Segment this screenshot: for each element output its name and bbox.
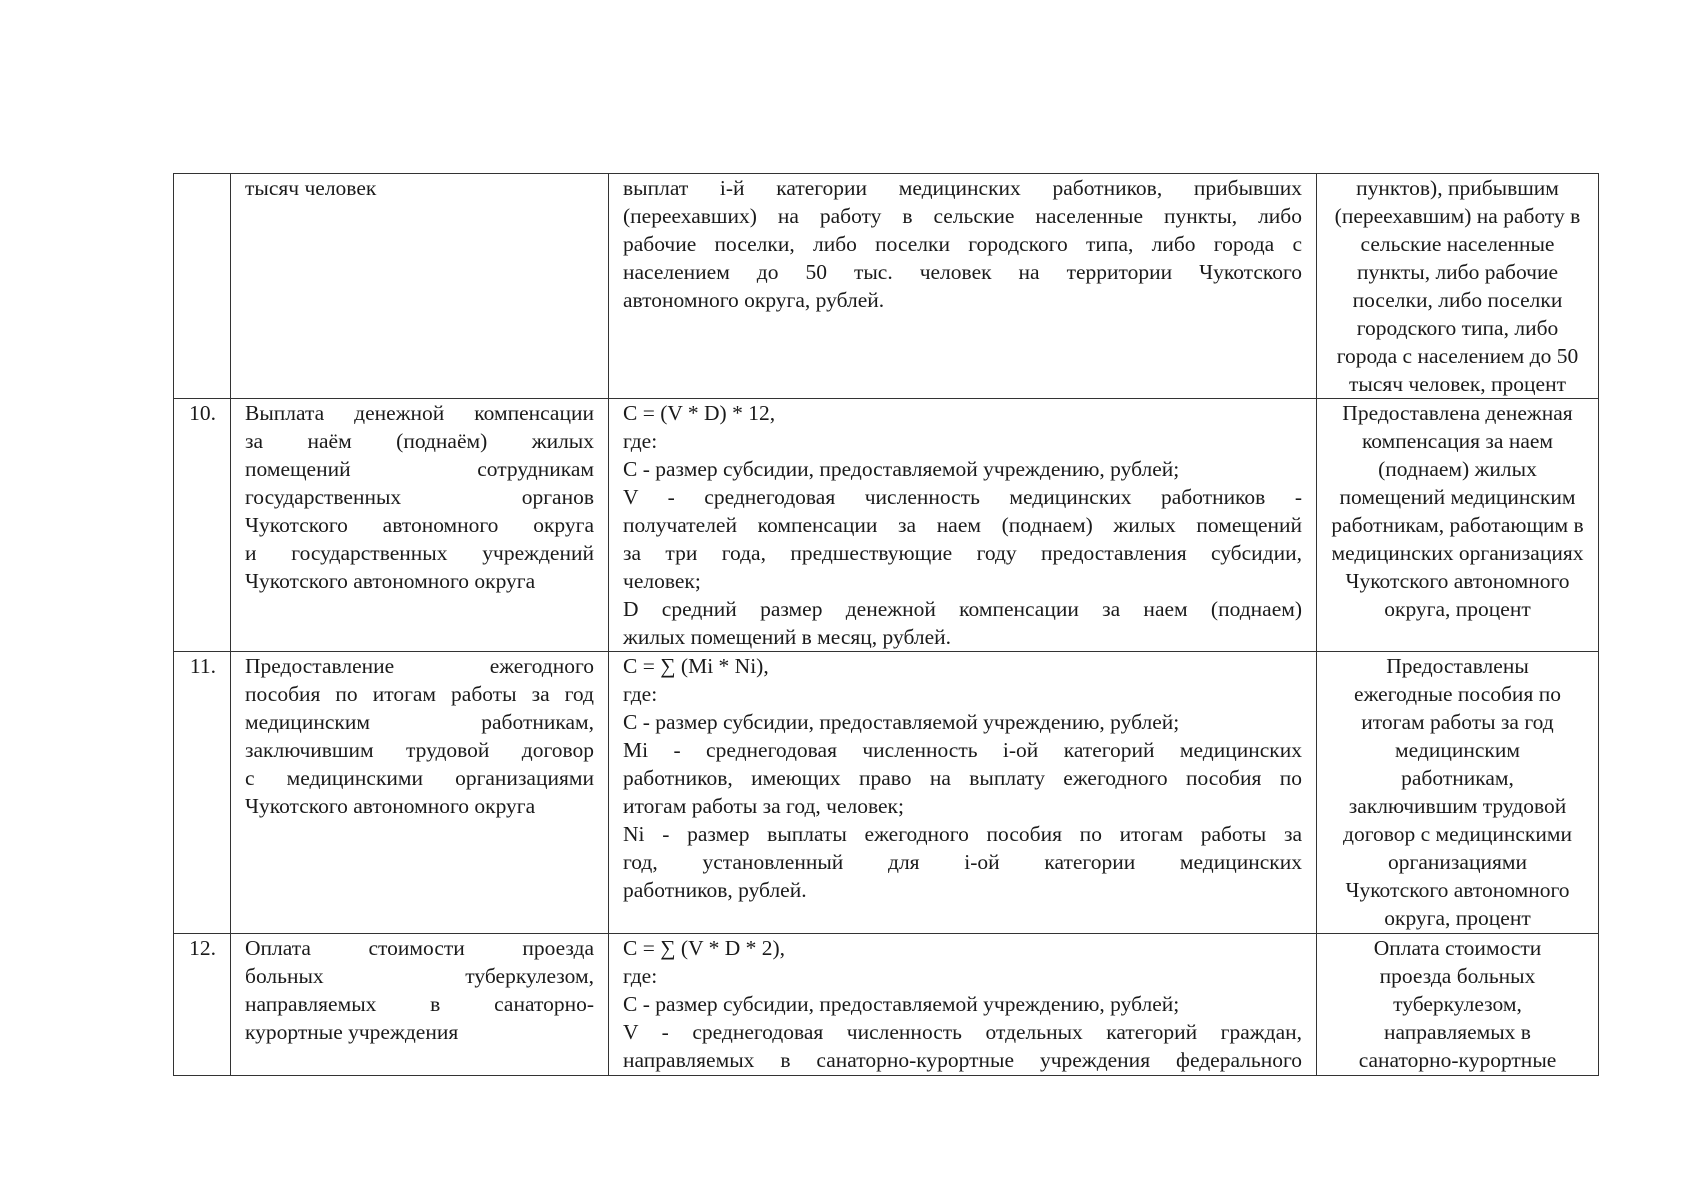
table-row — [174, 934, 1599, 1076]
text-line: заключившим трудовой договор — [245, 738, 594, 762]
row-number — [174, 174, 231, 399]
text-line: направляемых в санаторно-курортные учреждения федерального — [623, 1048, 1302, 1072]
text-line: Mi - среднегодовая численность i-ой категорий медицинских — [623, 738, 1302, 762]
text-line: V - среднегодовая численность медицинских работников - — [623, 485, 1302, 509]
text-line: государственных органов — [245, 485, 594, 509]
text-line: направляемых в санаторно- — [245, 992, 594, 1016]
text-line: курортные учреждения — [245, 1020, 459, 1044]
text-line: города с населением до 50 — [1336, 344, 1579, 368]
text-line: получателей компенсации за наем (поднаем) жилых помещений — [623, 513, 1302, 537]
text-line: жилых помещений в месяц, рублей. — [623, 625, 952, 649]
text-line: где: — [623, 682, 658, 706]
text-line: организациями — [1388, 850, 1527, 874]
text-line: (переехавшим) на работу в — [1334, 204, 1581, 228]
text-line: год, установленный для i-ой категории медицинских — [623, 850, 1302, 874]
text-line: человек; — [623, 569, 701, 593]
text-line: туберкулезом, — [1393, 992, 1522, 1016]
text-line: за три года, предшествующие году предоставления субсидии, — [623, 541, 1302, 565]
text-line: больных туберкулезом, — [245, 964, 594, 988]
text-line: с медицинскими организациями — [245, 766, 594, 790]
table-row — [174, 399, 1599, 652]
row-result — [1317, 399, 1599, 652]
text-line: (переехавших) на работу в сельские населенные пункты, либо — [623, 204, 1302, 228]
text-line: автономного округа, рублей. — [623, 288, 885, 312]
text-line: Чукотского автономного — [1345, 878, 1570, 902]
text-line: C = ∑ (V * D * 2), — [623, 936, 786, 960]
text-line: C = (V * D) * 12, — [623, 401, 776, 425]
text-line: работников, рублей. — [623, 878, 807, 902]
text-line: Оплата стоимости — [1373, 936, 1542, 960]
text-line: городского типа, либо — [1356, 316, 1559, 340]
text-line: санаторно-курортные — [1358, 1048, 1557, 1072]
text-line: C - размер субсидии, предоставляемой учреждению, рублей; — [623, 710, 1180, 734]
text-line: за наём (поднаём) жилых — [245, 429, 594, 453]
text-line: где: — [623, 429, 658, 453]
text-line: медицинским работникам, — [245, 710, 594, 734]
text-line: и государственных учреждений — [245, 541, 594, 565]
row-formula — [609, 399, 1317, 652]
text-line: C - размер субсидии, предоставляемой учреждению, рублей; — [623, 457, 1180, 481]
text-line: C = ∑ (Mi * Ni), — [623, 654, 769, 678]
table-row — [174, 174, 1599, 399]
text-line: населением до 50 тыс. человек на территории Чукотского — [623, 260, 1302, 284]
text-line: работникам, работающим в — [1331, 513, 1584, 537]
text-line: Чукотского автономного округа — [245, 794, 536, 818]
document-table — [173, 173, 1599, 1076]
table-row — [174, 652, 1599, 934]
text-line: тысяч человек — [245, 176, 377, 200]
row-name — [231, 652, 609, 934]
text-line: компенсация за наем — [1361, 429, 1554, 453]
text-line: поселки, либо поселки — [1352, 288, 1563, 312]
row-formula — [609, 174, 1317, 399]
text-line: Предоставлены — [1386, 654, 1529, 678]
text-line: работников, имеющих право на выплату ежегодного пособия по — [623, 766, 1302, 790]
text-line: D средний размер денежной компенсации за наем (поднаем) — [623, 597, 1302, 621]
text-line: пособия по итогам работы за год — [245, 682, 594, 706]
text-line: тысяч человек, процент — [1348, 372, 1566, 396]
row-name — [231, 399, 609, 652]
row-number: 12. — [174, 934, 231, 1076]
text-line: (поднаем) жилых — [1378, 457, 1537, 481]
text-line: итогам работы за год, человек; — [623, 794, 904, 818]
row-result — [1317, 934, 1599, 1076]
text-line: медицинских организациях — [1331, 541, 1584, 565]
row-formula — [609, 652, 1317, 934]
row-formula — [609, 934, 1317, 1076]
row-number: 10. — [174, 399, 231, 652]
row-number: 11. — [174, 652, 231, 934]
text-line: C - размер субсидии, предоставляемой учреждению, рублей; — [623, 992, 1180, 1016]
row-name — [231, 934, 609, 1076]
text-line: договор с медицинскими — [1343, 822, 1572, 846]
text-line: сельские населенные — [1360, 232, 1555, 256]
text-line: Чукотского автономного округа — [245, 569, 536, 593]
text-line: Ni - размер выплаты ежегодного пособия по итогам работы за — [623, 822, 1302, 846]
text-line: рабочие поселки, либо поселки городского типа, либо города с — [623, 232, 1302, 256]
text-line: Чукотского автономного — [1345, 569, 1570, 593]
text-line: Чукотского автономного округа — [245, 513, 594, 537]
row-result — [1317, 652, 1599, 934]
text-line: медицинским — [1395, 738, 1520, 762]
text-line: пунктов), прибывшим — [1356, 176, 1559, 200]
text-line: помещений сотрудникам — [245, 457, 594, 481]
text-line: пункты, либо рабочие — [1356, 260, 1559, 284]
text-line: где: — [623, 964, 658, 988]
text-line: заключившим трудовой — [1348, 794, 1567, 818]
text-line: помещений медицинским — [1339, 485, 1576, 509]
text-line: выплат i-й категории медицинских работников, прибывших — [623, 176, 1302, 200]
text-line: округа, процент — [1384, 597, 1531, 621]
text-line: направляемых в — [1384, 1020, 1531, 1044]
text-line: Выплата денежной компенсации — [245, 401, 594, 425]
text-line: V - среднегодовая численность отдельных категорий граждан, — [623, 1020, 1302, 1044]
row-result — [1317, 174, 1599, 399]
text-line: Предоставлена денежная — [1342, 401, 1573, 425]
row-name — [231, 174, 609, 399]
text-line: Оплата стоимости проезда — [245, 936, 594, 960]
text-line: проезда больных — [1379, 964, 1536, 988]
text-line: Предоставление ежегодного — [245, 654, 594, 678]
text-line: итогам работы за год — [1361, 710, 1554, 734]
text-line: округа, процент — [1384, 906, 1531, 930]
text-line: работникам, — [1401, 766, 1514, 790]
text-line: ежегодные пособия по — [1354, 682, 1561, 706]
